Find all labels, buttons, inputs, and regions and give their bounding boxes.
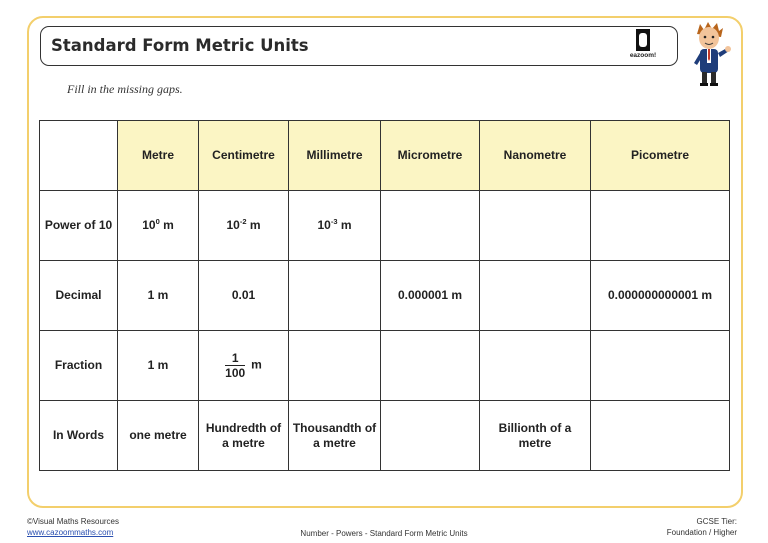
cell-power-millimetre xyxy=(289,191,381,261)
cell-decimal-picometre: 0.000000000001 m xyxy=(591,261,730,331)
row-label-fraction: Fraction xyxy=(40,331,118,401)
cell-power-metre xyxy=(118,191,199,261)
column-header-micrometre: Micrometre xyxy=(381,121,480,191)
table-header-row xyxy=(40,121,730,191)
column-header-nanometre: Nanometre xyxy=(480,121,591,191)
cell-words-nanometre: Billionth of a metre xyxy=(480,401,591,471)
page-title: Standard Form Metric Units xyxy=(51,36,309,55)
corner-cell xyxy=(40,121,118,191)
footer-subtitle: Number - Powers - Standard Form Metric Units xyxy=(300,529,468,538)
table-row-power-of-10 xyxy=(40,191,730,261)
cell-decimal-centimetre: 0.01 xyxy=(199,261,289,331)
cell-words-millimetre: Thousandth of a metre xyxy=(289,401,381,471)
title-box xyxy=(40,26,678,66)
cell-power-centimetre xyxy=(199,191,289,261)
power-base: 10 xyxy=(317,218,331,232)
power-base: 10 xyxy=(142,218,156,232)
cell-words-centimetre: Hundredth of a metre xyxy=(199,401,289,471)
cell-decimal-micrometre: 0.000001 m xyxy=(381,261,480,331)
column-header-millimetre: Millimetre xyxy=(289,121,381,191)
cell-fraction-metre: 1 m xyxy=(118,331,199,401)
column-header-picometre: Picometre xyxy=(591,121,730,191)
mascot-character-icon xyxy=(685,20,733,88)
fraction-unit: m xyxy=(251,357,262,372)
power-base: 10 xyxy=(226,218,240,232)
fraction-numerator: 1 xyxy=(225,351,245,366)
power-exponent: -3 xyxy=(330,217,338,226)
instruction-text: Fill in the missing gaps. xyxy=(67,82,183,96)
cell-words-picometre[interactable] xyxy=(591,401,730,471)
footer-right xyxy=(667,516,737,538)
cazoom-logo xyxy=(628,28,658,62)
power-exponent: -2 xyxy=(239,217,247,226)
cell-words-metre: one metre xyxy=(118,401,199,471)
row-label-power-of-10: Power of 10 xyxy=(40,191,118,261)
fraction xyxy=(225,351,245,380)
column-header-metre: Metre xyxy=(118,121,199,191)
cell-power-micrometre[interactable] xyxy=(381,191,480,261)
copyright-text: ©Visual Maths Resources xyxy=(27,517,120,526)
cell-fraction-millimetre[interactable] xyxy=(289,331,381,401)
tier-label: GCSE Tier: xyxy=(696,517,737,526)
fraction-denominator: 100 xyxy=(225,366,246,380)
table-row-decimal xyxy=(40,261,730,331)
metric-units-table xyxy=(39,120,730,471)
cell-decimal-millimetre[interactable] xyxy=(289,261,381,331)
logo-mark-hole xyxy=(639,33,647,47)
logo-text: eazoom! xyxy=(629,52,657,59)
row-label-decimal: Decimal xyxy=(40,261,118,331)
power-unit: m xyxy=(246,218,261,232)
cell-power-nanometre[interactable] xyxy=(480,191,591,261)
power-unit: m xyxy=(159,218,174,232)
cell-fraction-nanometre[interactable] xyxy=(480,331,591,401)
tier-value: Foundation / Higher xyxy=(666,528,737,537)
cell-fraction-picometre[interactable] xyxy=(591,331,730,401)
row-label-in-words: In Words xyxy=(40,401,118,471)
table-row-in-words xyxy=(40,401,730,471)
cell-fraction-micrometre[interactable] xyxy=(381,331,480,401)
cell-words-micrometre[interactable] xyxy=(381,401,480,471)
cell-decimal-metre: 1 m xyxy=(118,261,199,331)
power-exponent: 0 xyxy=(155,217,160,226)
power-unit: m xyxy=(337,218,352,232)
column-header-centimetre: Centimetre xyxy=(199,121,289,191)
cell-decimal-nanometre[interactable] xyxy=(480,261,591,331)
website-link[interactable]: www.cazoommaths.com xyxy=(27,528,114,537)
cell-power-picometre[interactable] xyxy=(591,191,730,261)
table-row-fraction xyxy=(40,331,730,401)
cell-fraction-centimetre xyxy=(199,331,289,401)
